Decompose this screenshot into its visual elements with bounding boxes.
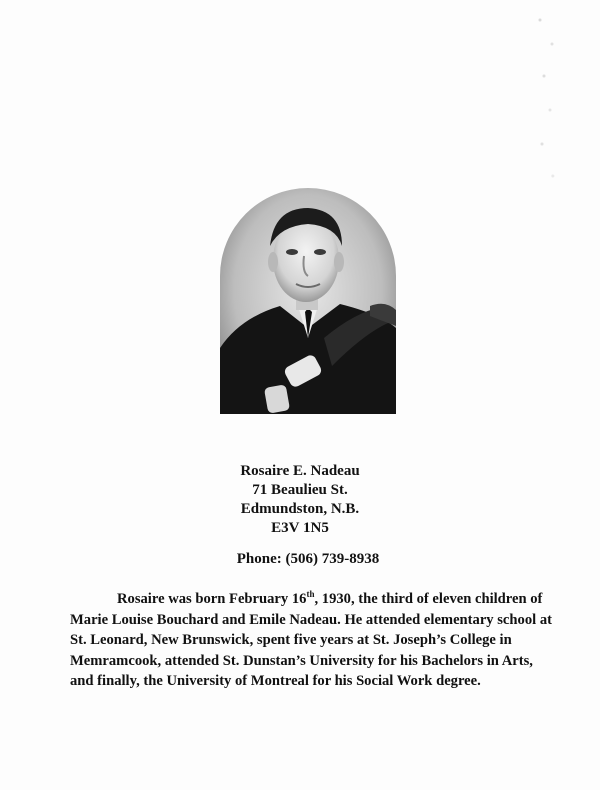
biography-paragraph [70,589,554,692]
contact-street: 71 Beaulieu St. [252,482,348,498]
contact-name: Rosaire E. Nadeau [240,463,360,479]
biography [70,589,554,692]
bio-intro: Rosaire was born February 16 [117,591,307,607]
contact-block [150,462,450,538]
scan-speckle [528,0,568,200]
graduation-portrait [220,188,396,414]
bio-ordinal: th [306,589,315,600]
phone-number: (506) 739-8938 [285,551,380,567]
phone-label: Phone: [236,551,282,567]
bio-rest: , 1930, the third of eleven children of Marie Louise Bouchard and Emile Nadeau. He attended elementary school at St. Leonard, New Brunswick, spent five years at St. Joseph’s College in Memramcook, attended St. Dunstan’s University for his Bachelors in Arts, and finally, the University of Montreal for his Social Work degree. [70,591,552,689]
contact-postal-code: E3V 1N5 [271,520,329,536]
contact-city: Edmundston, N.B. [240,501,360,517]
phone-line [150,551,466,568]
